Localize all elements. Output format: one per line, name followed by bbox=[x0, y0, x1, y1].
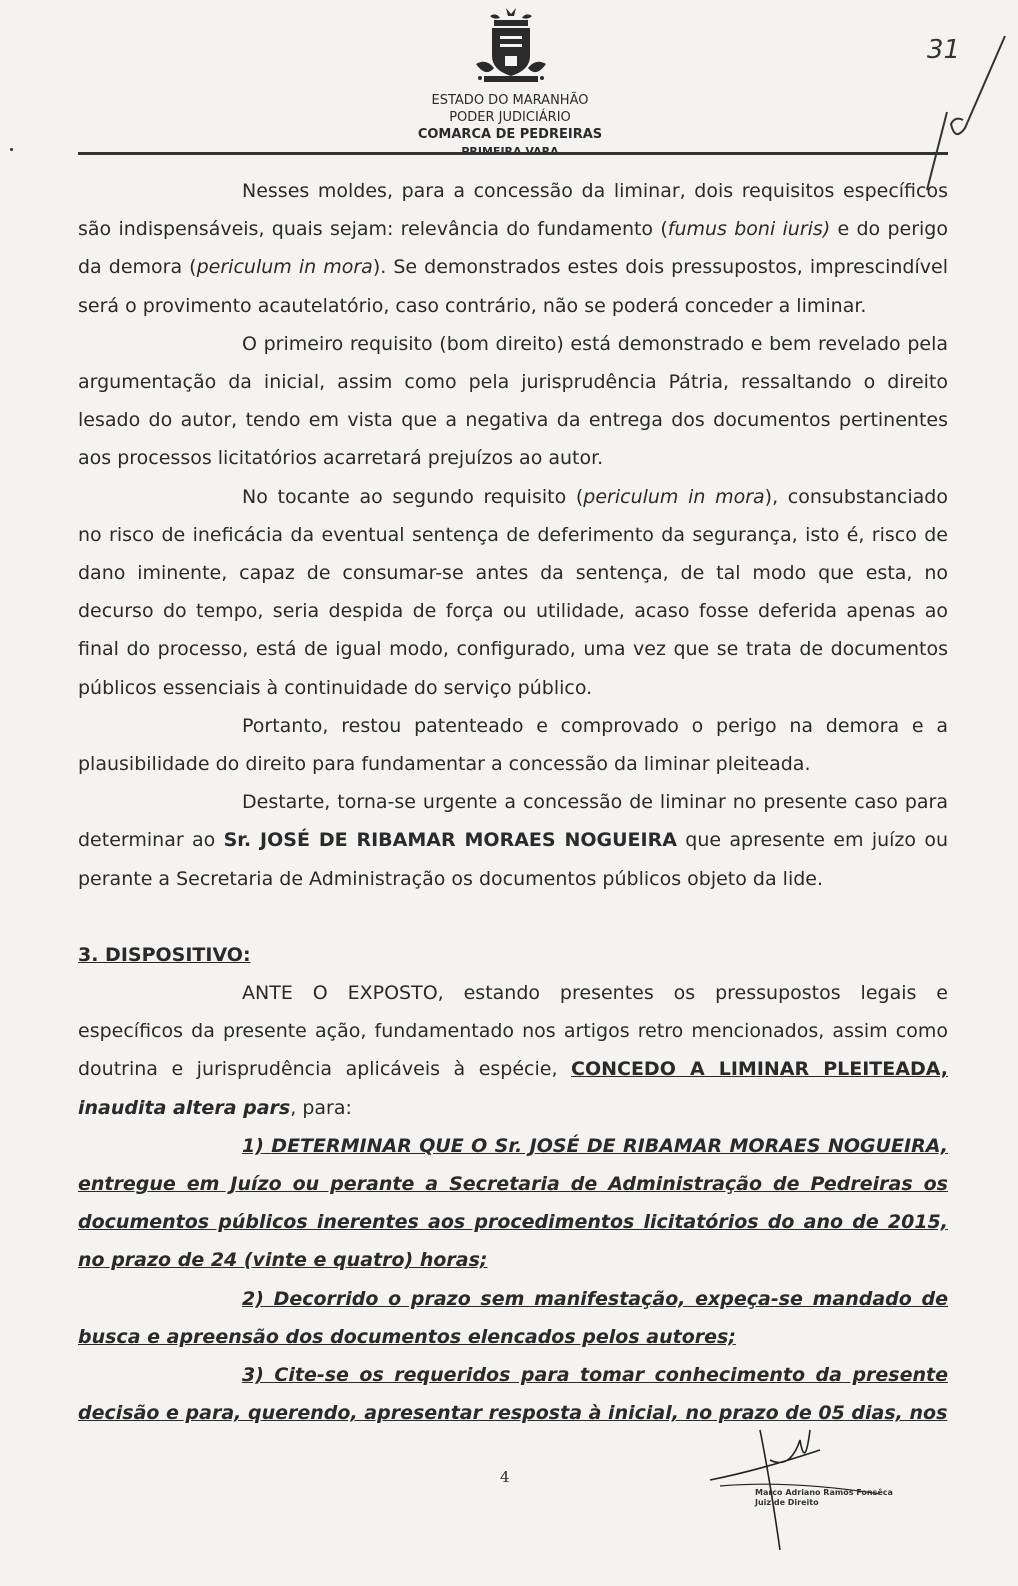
page-mark-text: 31 bbox=[927, 35, 961, 65]
header-judiciary: PODER JUDICIÁRIO bbox=[449, 110, 571, 125]
section-spacer bbox=[78, 898, 948, 936]
signature-title: Juiz de Direito bbox=[755, 1498, 819, 1507]
ruling-item-2: 2) Decorrido o prazo sem manifestação, expeça-se mandado de busca e apreensão dos documentos elencados pelos autores; bbox=[78, 1287, 948, 1348]
paragraph-urgency: Destarte, torna-se urgente a concessão de liminar no presente caso para determinar ao Sr. JOSÉ DE RIBAMAR MORAES NOGUEIRA que apresente em juízo ou perante a Secretaria de Administração os documentos públicos objeto da lide. bbox=[78, 791, 949, 890]
paragraph-second-requirement: No tocante ao segundo requisito (periculum in mora), consubstanciado no risco de ineficácia da eventual sentença de deferimento da segurança, isto é, risco de dano iminente, capaz de consumar-se antes da sentença, de tal modo que esta, no decurso do tempo, seria despida de força ou utilidade, acaso fosse deferida apenas ao final do processo, está de igual modo, configurado, uma vez que se trata de documentos públicos essenciais à continuidade do serviço público. bbox=[78, 485, 948, 699]
document-header bbox=[300, 92, 720, 160]
ruling-item-3: 3) Cite-se os requeridos para tomar conhecimento da presente decisão e para, querendo, apresentar resposta à inicial, no prazo de 05 dias, nos bbox=[78, 1364, 948, 1425]
paragraph-conclusion: Portanto, restou patenteado e comprovado o perigo na demora e a plausibilidade do direito para fundamentar a concessão da liminar pleiteada. bbox=[78, 714, 948, 776]
paragraph-ruling: ANTE O EXPOSTO, estando presentes os pressupostos legais e específicos da presente ação, fundamentado nos artigos retro mencionados, assim como doutrina e jurisprudência aplicáveis à espécie, CONCEDO A LIMINAR PLEITEADA, inaudita altera pars, para: bbox=[78, 982, 948, 1119]
section-title: 3. DISPOSITIVO: bbox=[78, 943, 251, 966]
ruling-item-1: 1) DETERMINAR QUE O Sr. JOSÉ DE RIBAMAR MORAES NOGUEIRA, entregue em Juízo ou perante a Secretaria de Administração de Pedreiras os documentos públicos inerentes aos procedimentos licitatórios do ano de 2015, no prazo de 24 (vinte e quatro) horas; bbox=[78, 1134, 948, 1272]
signature-caption bbox=[755, 1488, 893, 1508]
paragraph-requirements: Nesses moldes, para a concessão da liminar, dois requisitos específicos são indispensáveis, quais sejam: relevância do fundamento (fumus boni iuris) e do perigo da demora (periculum in mora). Se demonstrados estes dois pressupostos, imprescindível será o provimento acautelatório, caso contrário, não se poderá conceder a liminar. bbox=[78, 180, 948, 317]
page-number: 4 bbox=[500, 1468, 510, 1486]
signature-icon bbox=[700, 1410, 900, 1560]
header-district: COMARCA DE PEDREIRAS bbox=[417, 127, 603, 142]
document-body bbox=[78, 172, 948, 1433]
header-divider bbox=[78, 152, 948, 155]
header-state: ESTADO DO MARANHÃO bbox=[431, 93, 589, 108]
margin-dot bbox=[10, 148, 13, 151]
signature-name: Marco Adriano Ramos Fonsêca bbox=[755, 1488, 893, 1497]
paragraph-first-requirement: O primeiro requisito (bom direito) está demonstrado e bem revelado pela argumentação da inicial, assim como pela jurisprudência Pátria, ressaltando o direito lesado do autor, tendo em vista que a negativa da entrega dos documentos pertinentes aos processos licitatórios acarretará prejuízos ao autor. bbox=[78, 332, 948, 470]
handwritten-page-mark bbox=[925, 32, 1010, 192]
coat-of-arms-icon bbox=[470, 6, 552, 88]
